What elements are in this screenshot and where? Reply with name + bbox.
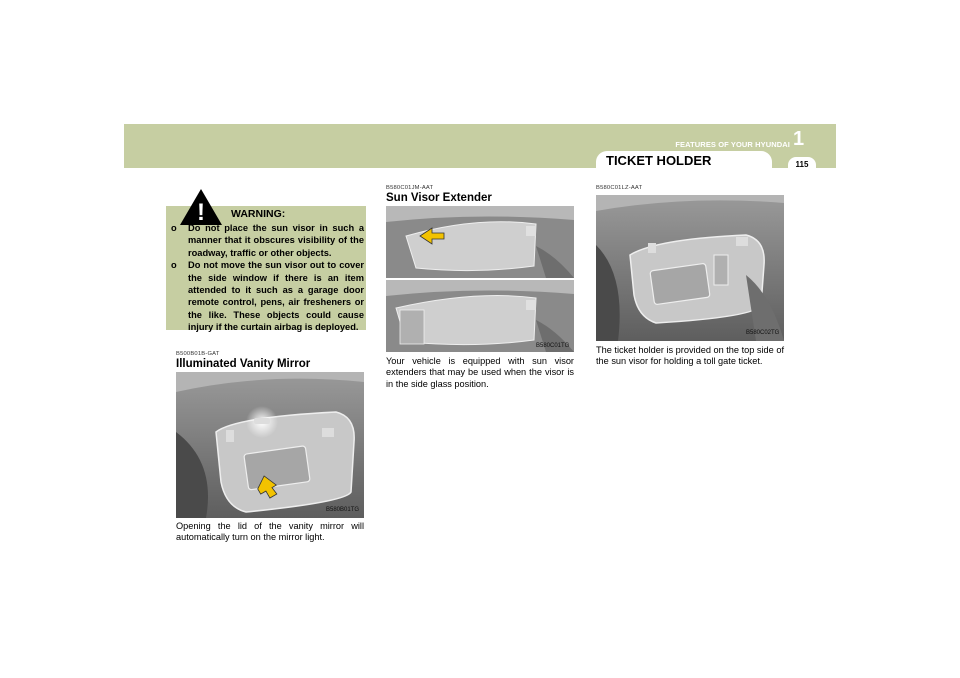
ticket-code: B580C01LZ-AAT bbox=[596, 185, 643, 191]
ticket-body: The ticket holder is provided on the top side of the sun visor for holding a toll gate ticket. bbox=[596, 345, 784, 367]
chapter-title: FEATURES OF YOUR HYUNDAI bbox=[675, 140, 790, 149]
warning-list bbox=[171, 222, 364, 334]
ticket-holder-photo bbox=[596, 195, 784, 341]
warning-item-text: Do not move the sun visor out to cover the side window if there is an item attended to it such as a garage door remote control, pens, air fresheners or the like. These objects could cause injury if the curtain airbag is deployed. bbox=[188, 260, 364, 333]
extender-code: B580C01JM-AAT bbox=[386, 185, 434, 191]
warning-icon bbox=[178, 187, 224, 227]
sun-visor-photo-bottom bbox=[386, 280, 574, 352]
warning-heading: WARNING: bbox=[231, 208, 286, 220]
warning-bullet: o bbox=[171, 223, 177, 233]
warning-item bbox=[171, 259, 364, 333]
ticket-figure-label: B580C02TG bbox=[746, 330, 780, 336]
chapter-number: 1 bbox=[793, 128, 805, 150]
warning-glyph: ! bbox=[197, 199, 205, 226]
vanity-body: Opening the lid of the vanity mirror will automatically turn on the mirror light. bbox=[176, 521, 364, 543]
warning-item-text: Do not place the sun visor in such a manner that it obscures visibility of the roadway, traffic or other objects. bbox=[188, 223, 364, 258]
vanity-figure-label: B580B01TG bbox=[326, 507, 360, 513]
vanity-heading: Illuminated Vanity Mirror bbox=[176, 358, 311, 370]
section-title: TICKET HOLDER bbox=[606, 153, 712, 168]
warning-bullet: o bbox=[171, 260, 177, 271]
page-number: 115 bbox=[788, 157, 816, 173]
extender-body: Your vehicle is equipped with sun visor extenders that may be used when the visor is in the side glass position. bbox=[386, 356, 574, 389]
vanity-mirror-photo bbox=[176, 372, 364, 518]
extender-heading: Sun Visor Extender bbox=[386, 192, 492, 204]
vanity-code: B500B01B-GAT bbox=[176, 351, 220, 357]
warning-item bbox=[171, 222, 364, 259]
sun-visor-photo-top bbox=[386, 206, 574, 278]
extender-figure-label: B580C01TG bbox=[536, 343, 570, 349]
